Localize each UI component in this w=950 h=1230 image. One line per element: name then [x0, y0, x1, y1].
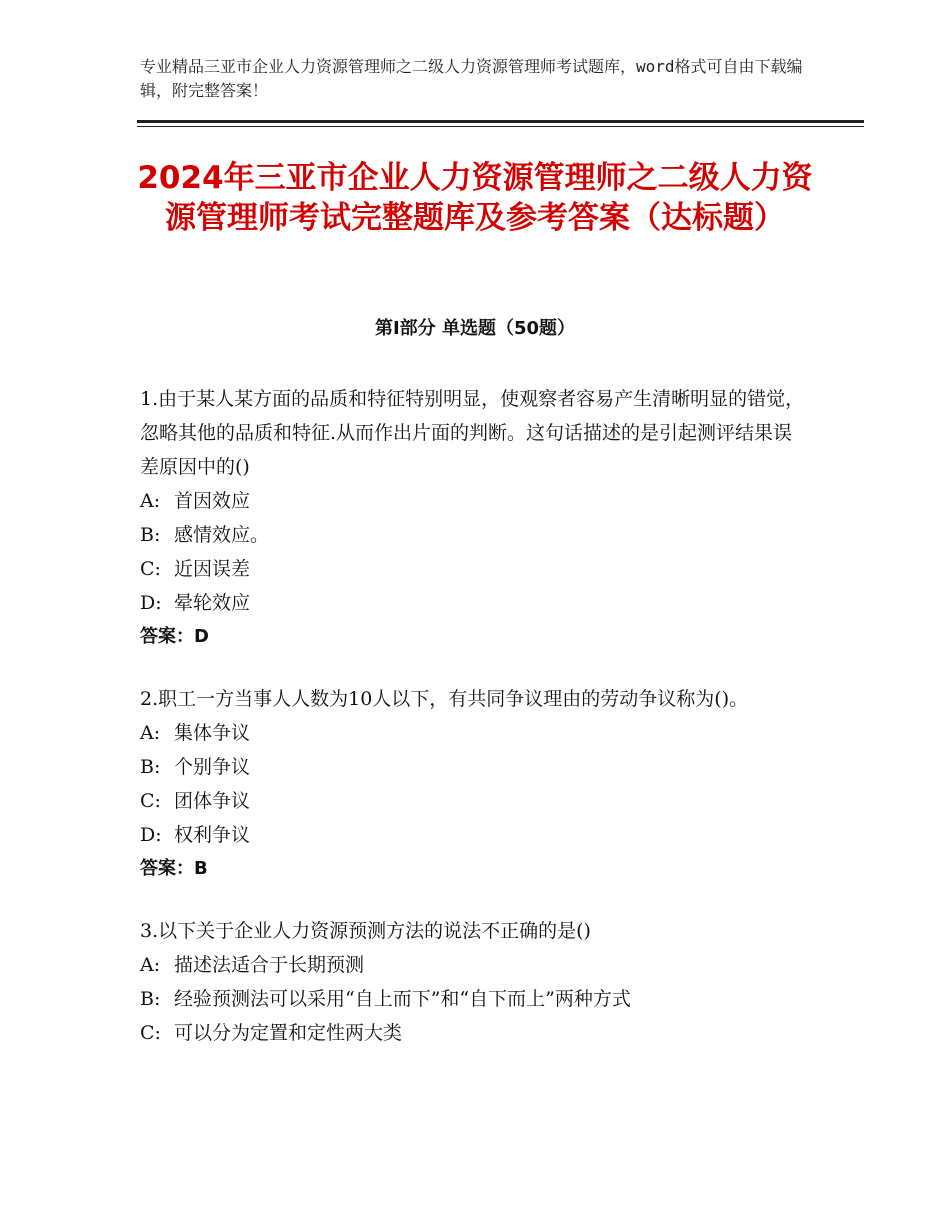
- option-a: [140, 484, 810, 518]
- answer-label: 答案：B: [140, 858, 208, 879]
- option-key: C:: [140, 1022, 161, 1044]
- option-key: A:: [140, 722, 161, 744]
- option-a: [140, 716, 810, 750]
- option-b: [140, 982, 810, 1016]
- question-stem: 3.以下关于企业人力资源预测方法的说法不正确的是(): [140, 920, 591, 942]
- option-key: D:: [140, 592, 162, 614]
- answer-label: 答案：D: [140, 626, 209, 647]
- option-key: A:: [140, 490, 161, 512]
- option-text: 晕轮效应: [174, 592, 251, 614]
- option-text: 个别争议: [174, 756, 251, 778]
- option-d: [140, 818, 810, 852]
- question-1: [140, 382, 810, 654]
- option-text: 感情效应。: [174, 524, 270, 546]
- document-title: 2024年三亚市企业人力资源管理师之二级人力资源管理师考试完整题库及参考答案（达标题）: [137, 160, 813, 236]
- header-divider-thin: [137, 126, 864, 127]
- option-text: 集体争议: [174, 722, 251, 744]
- option-text: 团体争议: [174, 790, 251, 812]
- option-key: B:: [140, 524, 161, 546]
- question-stem: 1.由于某人某方面的品质和特征特别明显，使观察者容易产生清晰明显的错觉，忽略其他的品质和特征.从而作出片面的判断。这句话描述的是引起测评结果误差原因中的(): [140, 388, 805, 478]
- option-key: C:: [140, 558, 161, 580]
- option-b: [140, 750, 810, 784]
- question-list: [140, 382, 810, 1078]
- option-key: A:: [140, 954, 161, 976]
- section-title: 第Ⅰ部分 单选题（50题）: [374, 318, 575, 339]
- option-c: [140, 552, 810, 586]
- question-2: [140, 682, 810, 886]
- option-text: 描述法适合于长期预测: [174, 954, 365, 976]
- header-divider-thick: [137, 120, 864, 123]
- question-stem: 2.职工一方当事人人数为10人以下，有共同争议理由的劳动争议称为()。: [140, 688, 749, 710]
- option-key: B:: [140, 756, 161, 778]
- option-text: 经验预测法可以采用“自上而下”和“自下而上”两种方式: [174, 988, 631, 1010]
- option-key: D:: [140, 824, 162, 846]
- option-d: [140, 586, 810, 620]
- option-key: C:: [140, 790, 161, 812]
- option-text: 可以分为定置和定性两大类: [174, 1022, 403, 1044]
- question-3: [140, 914, 810, 1050]
- option-c: [140, 1016, 810, 1050]
- option-a: [140, 948, 810, 982]
- option-c: [140, 784, 810, 818]
- option-text: 首因效应: [174, 490, 251, 512]
- option-text: 近因误差: [174, 558, 251, 580]
- option-b: [140, 518, 810, 552]
- header-note: 专业精品三亚市企业人力资源管理师之二级人力资源管理师考试题库，word格式可自由下载编辑，附完整答案！: [140, 57, 803, 100]
- option-key: B:: [140, 988, 161, 1010]
- option-text: 权利争议: [174, 824, 251, 846]
